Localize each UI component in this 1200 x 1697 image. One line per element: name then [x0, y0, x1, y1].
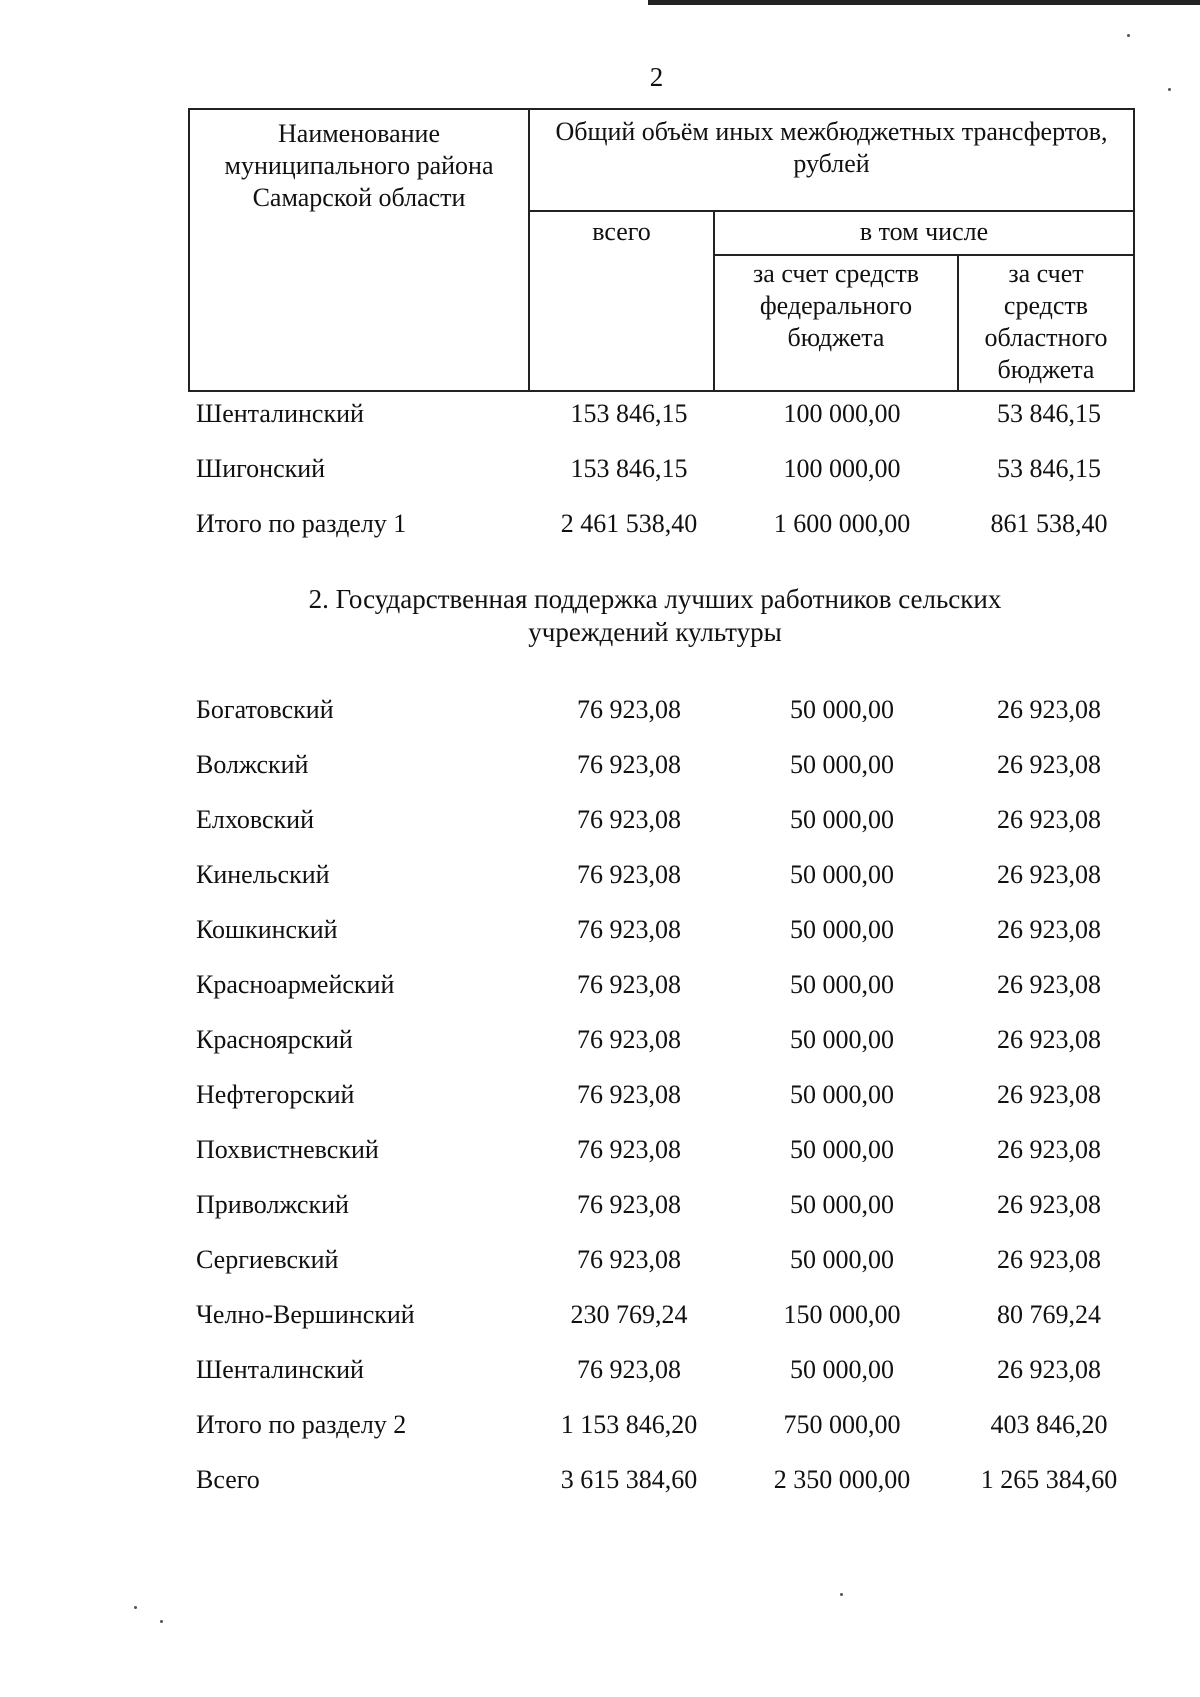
- regional-value: 861 538,40: [990, 508, 1108, 538]
- section2-table: [182, 682, 1141, 1507]
- table-header: [188, 108, 1135, 392]
- total-value: 76 923,08: [577, 969, 681, 999]
- district-name: Елховский: [196, 804, 314, 834]
- federal-value: 50 000,00: [790, 804, 894, 834]
- table-row: [182, 1122, 1141, 1177]
- regional-value: 53 846,15: [997, 398, 1101, 428]
- regional-value: 26 923,08: [997, 804, 1101, 834]
- federal-value: 50 000,00: [790, 1244, 894, 1274]
- table-row: [182, 1012, 1141, 1067]
- federal-value: 50 000,00: [790, 859, 894, 889]
- district-name: Богатовский: [196, 694, 334, 724]
- total-value: 76 923,08: [577, 804, 681, 834]
- federal-value: 50 000,00: [790, 1134, 894, 1164]
- total-value: 153 846,15: [570, 453, 688, 483]
- table-row: [182, 737, 1141, 792]
- district-name: Нефтегорский: [196, 1079, 355, 1109]
- regional-value: 26 923,08: [997, 1079, 1101, 1109]
- header-federal: за счет средств федерального бюджета: [714, 255, 958, 391]
- federal-value: 50 000,00: [790, 749, 894, 779]
- total-value: 76 923,08: [577, 914, 681, 944]
- federal-value: 50 000,00: [790, 1024, 894, 1054]
- regional-value: 26 923,08: [997, 859, 1101, 889]
- scan-speck: [160, 1620, 163, 1623]
- district-name: Шенталинский: [196, 398, 364, 428]
- scan-edge-line: [648, 0, 1200, 5]
- table-row: [182, 1177, 1141, 1232]
- district-name: Сергиевский: [196, 1244, 339, 1274]
- table-row: [182, 1287, 1141, 1342]
- federal-value: 50 000,00: [790, 914, 894, 944]
- total-value: 3 615 384,60: [560, 1464, 698, 1494]
- regional-value: 26 923,08: [997, 1244, 1101, 1274]
- regional-value: 26 923,08: [997, 1024, 1101, 1054]
- district-name: Итого по разделу 1: [196, 508, 407, 538]
- table-row: [182, 1067, 1141, 1122]
- federal-value: 1 600 000,00: [773, 508, 911, 538]
- table-row: [182, 1452, 1141, 1507]
- federal-value: 50 000,00: [790, 1079, 894, 1109]
- header-total-volume: Общий объём иных межбюджетных трансфертов, рублей: [529, 109, 1134, 211]
- table-row: [182, 902, 1141, 957]
- regional-value: 26 923,08: [997, 969, 1101, 999]
- regional-value: 80 769,24: [997, 1299, 1101, 1329]
- district-name: Похвистневский: [196, 1134, 379, 1164]
- table-row: [182, 441, 1141, 496]
- header-including: в том числе: [714, 211, 1134, 255]
- regional-value: 26 923,08: [997, 694, 1101, 724]
- section2-title: 2. Государственная поддержка лучших работников сельских учреждений культуры: [308, 584, 1002, 647]
- regional-value: 53 846,15: [997, 453, 1101, 483]
- regional-value: 26 923,08: [997, 1134, 1101, 1164]
- total-value: 2 461 538,40: [560, 508, 698, 538]
- federal-value: 100 000,00: [783, 453, 901, 483]
- regional-value: 26 923,08: [997, 1189, 1101, 1219]
- district-name: Шигонский: [196, 453, 326, 483]
- district-name: Кинельский: [196, 859, 330, 889]
- regional-value: 1 265 384,60: [980, 1464, 1118, 1494]
- scan-speck: [1127, 34, 1130, 37]
- district-name: Красноярский: [196, 1024, 353, 1054]
- total-value: 76 923,08: [577, 859, 681, 889]
- federal-value: 100 000,00: [783, 398, 901, 428]
- total-value: 76 923,08: [577, 1079, 681, 1109]
- federal-value: 50 000,00: [790, 969, 894, 999]
- regional-value: 403 846,20: [990, 1409, 1108, 1439]
- scan-speck: [1168, 88, 1171, 91]
- header-total: всего: [529, 211, 714, 391]
- district-name: Челно-Вершинский: [196, 1299, 415, 1329]
- scan-speck: [840, 1593, 843, 1596]
- district-name: Всего: [196, 1464, 260, 1494]
- table-row: [182, 496, 1141, 551]
- header-district-name: Наименование муниципального района Самарской области: [189, 109, 529, 391]
- table-row: [182, 1342, 1141, 1397]
- federal-value: 50 000,00: [790, 694, 894, 724]
- regional-value: 26 923,08: [997, 749, 1101, 779]
- table-row: [182, 386, 1141, 441]
- table-row: [182, 1397, 1141, 1452]
- district-name: Красноармейский: [196, 969, 395, 999]
- regional-value: 26 923,08: [997, 914, 1101, 944]
- district-name: Приволжский: [196, 1189, 349, 1219]
- page-number: 2: [649, 62, 664, 92]
- federal-value: 50 000,00: [790, 1354, 894, 1384]
- total-value: 76 923,08: [577, 749, 681, 779]
- header-regional: за счет средств областного бюджета: [958, 255, 1134, 391]
- total-value: 76 923,08: [577, 694, 681, 724]
- federal-value: 2 350 000,00: [773, 1464, 911, 1494]
- total-value: 1 153 846,20: [560, 1409, 698, 1439]
- total-value: 153 846,15: [570, 398, 688, 428]
- federal-value: 50 000,00: [790, 1189, 894, 1219]
- total-value: 76 923,08: [577, 1189, 681, 1219]
- federal-value: 750 000,00: [783, 1409, 901, 1439]
- scan-speck: [134, 1606, 137, 1609]
- federal-value: 150 000,00: [783, 1299, 901, 1329]
- total-value: 76 923,08: [577, 1354, 681, 1384]
- table-row: [182, 1232, 1141, 1287]
- table-row: [182, 792, 1141, 847]
- total-value: 230 769,24: [570, 1299, 688, 1329]
- district-name: Итого по разделу 2: [196, 1409, 407, 1439]
- district-name: Шенталинский: [196, 1354, 364, 1384]
- total-value: 76 923,08: [577, 1244, 681, 1274]
- section1-table: [182, 386, 1141, 551]
- regional-value: 26 923,08: [997, 1354, 1101, 1384]
- total-value: 76 923,08: [577, 1024, 681, 1054]
- district-name: Волжский: [196, 749, 309, 779]
- table-row: [182, 847, 1141, 902]
- table-row: [182, 957, 1141, 1012]
- table-row: [182, 682, 1141, 737]
- total-value: 76 923,08: [577, 1134, 681, 1164]
- district-name: Кошкинский: [196, 914, 338, 944]
